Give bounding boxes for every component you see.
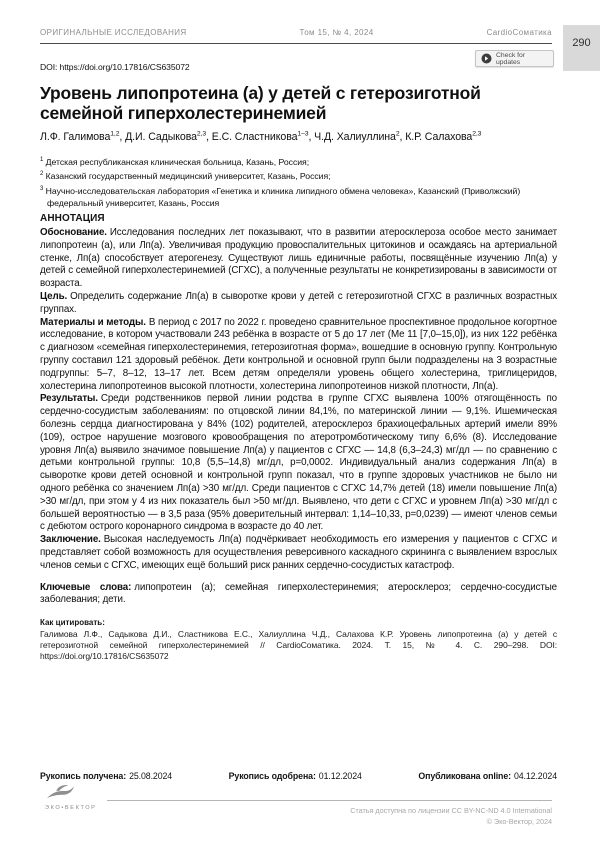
author: Л.Ф. Галимова$^{1,2}$, [40, 130, 126, 143]
author: К.Р. Салахова$^{2,3}$ [405, 130, 482, 143]
header-divider [40, 43, 552, 44]
author-affiliation-sup: 1–3 [297, 130, 309, 137]
author-affiliation-sup: 2,3 [472, 130, 482, 137]
header-issue-label: Том 15, № 4, 2024 [299, 28, 374, 37]
manuscript-dates-row [40, 771, 557, 781]
abstract-section-results: Результаты. Среди родственников первой линии родства в группе СГХС выявлена 100% отягощённость по сердечно-сосудистым заболеваниям: по отцовской линии 84,1%, по материнской линии — 9,1%. Ишемическая болезнь сердца диагностирована у 84% (102) родителей, атеросклероз брахиоцефальных артерий имели 89% (109), острое нарушение мозгового кровообращения по атеротромботическому типу 6,6% (8). Исследование уровня Лп(а) выявило значимое повышение Лп(а) у пациентов с СГХС — 14,8 (6,3–24,3) мг/дл — по сравнению с детьми контрольной группы: 10,8 (5,5–14,8) мг/дл, p=0,0002. Индивидуальный анализ содержания Лп(а) в сыворотке крови детей основной и контрольной групп показал, что в группе здоровых участников не было ни одного ребёнка со значением Лп(а) >30 мг/дл. Среди пациентов с СГХС 14,7% детей (18) имели повышение Лп(а) >30 мг/дл, при этом у 4 из них показатель был >50 мг/дл. Выявлено, что дети с СГХС и уровнем Лп(а) >30 мг/дл с большей вероятностью — в 3,5 раза (95% доверительный интервал: 1,14–10,33, p=0,0239) — имеют членов семьи с дебютом острого коронарного синдрома в возрасте до 40 лет. [40, 393, 557, 533]
footer-divider [107, 800, 552, 801]
check-for-updates-label: Check for updates [496, 51, 526, 66]
abstract-column [40, 213, 557, 662]
license-line: Статья доступна по лицензии CC BY-NC-ND 4.0 International [350, 806, 552, 815]
affiliation-item: $^2$ Казанский государственный медицинский университет, Казань, Россия; [40, 171, 331, 182]
citation-block [40, 618, 557, 661]
affiliation-item: $^1$ Детская республиканская клиническая больница, Казань, Россия; [40, 156, 310, 167]
abstract-section-conclusion: Заключение. Высокая наследуемость Лп(а) подчёркивает необходимость его измерения у пациентов с СГХС и представляет собой возможность для осуществления реверсивного каскадного скрининга с выявлением взрослых членов семьи с СГХС, имеющих ещё больший риск ранних сердечно-сосудистых катастроф. [40, 534, 557, 571]
header-section-label: ОРИГИНАЛЬНЫЕ ИССЛЕДОВАНИЯ [40, 28, 187, 37]
affiliations-list [40, 154, 557, 209]
date-published: Опубликована online: 04.12.2024 [418, 771, 557, 781]
citation-text: Галимова Л.Ф., Садыкова Д.И., Сластникова Е.С., Халиуллина Ч.Д., Салахова К.Р. Уровень липопротеина (а) у детей с гетерозиготной семейной гиперхолестеринемией // CardioСоматика. 2024. Т. 15, № 4. С. 290–298. DOI: https://doi.org/10.17816/CS635072 [40, 629, 557, 661]
article-title: Уровень липопротеина (а) у детей с гетерозиготной семейной гиперхолестеринемией [40, 83, 481, 123]
bird-icon [45, 784, 75, 799]
license-note [350, 806, 552, 827]
abstract-section-methods: Материалы и методы. В период с 2017 по 2022 г. проведено сравнительное проспективное продольное когортное исследование, в котором участвовали 243 ребёнка в возрасте от 5 до 17 лет (Ме 11 [7,0–15,0]), из них 122 ребёнка с диагнозом «семейная гиперхолестеринемия, гетерозиготная форма», вошедшие в основную группу. Контрольную группу составил 121 здоровый ребёнок. Дети контрольной и основной групп были подразделены на 3 возрастные подгруппы: 5–7, 8–12, 13–17 лет. Всем детям определяли уровень общего холестерина, триглицеридов, холестерина липопротеинов высокой плотности, холестерина липопротеинов низкой плотности, Лп(а). [40, 316, 557, 392]
author: Ч.Д. Халиуллина$^2$, [314, 130, 406, 143]
authors-line [40, 130, 580, 143]
copyright-line: © Эко-Вектор, 2024 [486, 816, 552, 826]
running-header [40, 28, 552, 37]
date-accepted: Рукопись одобрена: 01.12.2024 [228, 771, 362, 781]
author-affiliation-sup: 2,3 [196, 130, 207, 137]
affiliation-item: $^3$ Научно-исследовательская лаборатория «Генетика и клиника липидного обмена человека», Казанский (Приволжский) федеральный университет, Казань, Россия [40, 185, 521, 208]
crossmark-icon [481, 53, 492, 64]
date-received: Рукопись получена: 25.08.2024 [40, 771, 173, 781]
citation-heading: Как цитировать: [40, 618, 105, 628]
eco-vector-logo-text: ЭКО•ВЕКТОР [45, 805, 97, 811]
abstract-heading: АННОТАЦИЯ [40, 213, 105, 224]
abstract-section-background: Обоснование. Исследования последних лет показывают, что в развитии атеросклероза особое место занимает липопротеин (а), или Лп(а). Увеличивая продукцию провоспалительных цитокинов и осаждаясь на артериальной стенке, Лп(а) способствует атерогенезу. Существуют лишь единичные работы, посвящённые изучению Лп(а) у детей с семейной гиперхолестеринемией (СГХС), а полученные результаты не конкретизированы в зависимости от возраста. [40, 227, 557, 290]
check-for-updates-button[interactable] [475, 50, 554, 67]
author: Д.И. Садыкова$^{2,3}$, [125, 130, 212, 143]
author-affiliation-sup: 1,2 [110, 130, 120, 137]
page-number: 290 [572, 37, 591, 49]
page-number-tab [563, 25, 600, 71]
abstract-section-aim: Цель. Определить содержание Лп(а) в сыворотке крови у детей с гетерозиготной СГХС в различных возрастных группах. [40, 290, 557, 315]
author-affiliation-sup: 2 [395, 130, 400, 137]
author: Е.С. Сластникова$^{1-3}$, [211, 130, 315, 143]
eco-vector-logo [45, 784, 115, 811]
keywords: Ключевые слова: липопротеин (а); семейная гиперхолестеринемия; атеросклероз; сердечно-сосудистые заболевания; дети. [40, 581, 557, 606]
header-journal-name: CardioСоматика [486, 28, 552, 37]
doi-link[interactable]: DOI: https://doi.org/10.17816/CS635072 [40, 62, 190, 72]
